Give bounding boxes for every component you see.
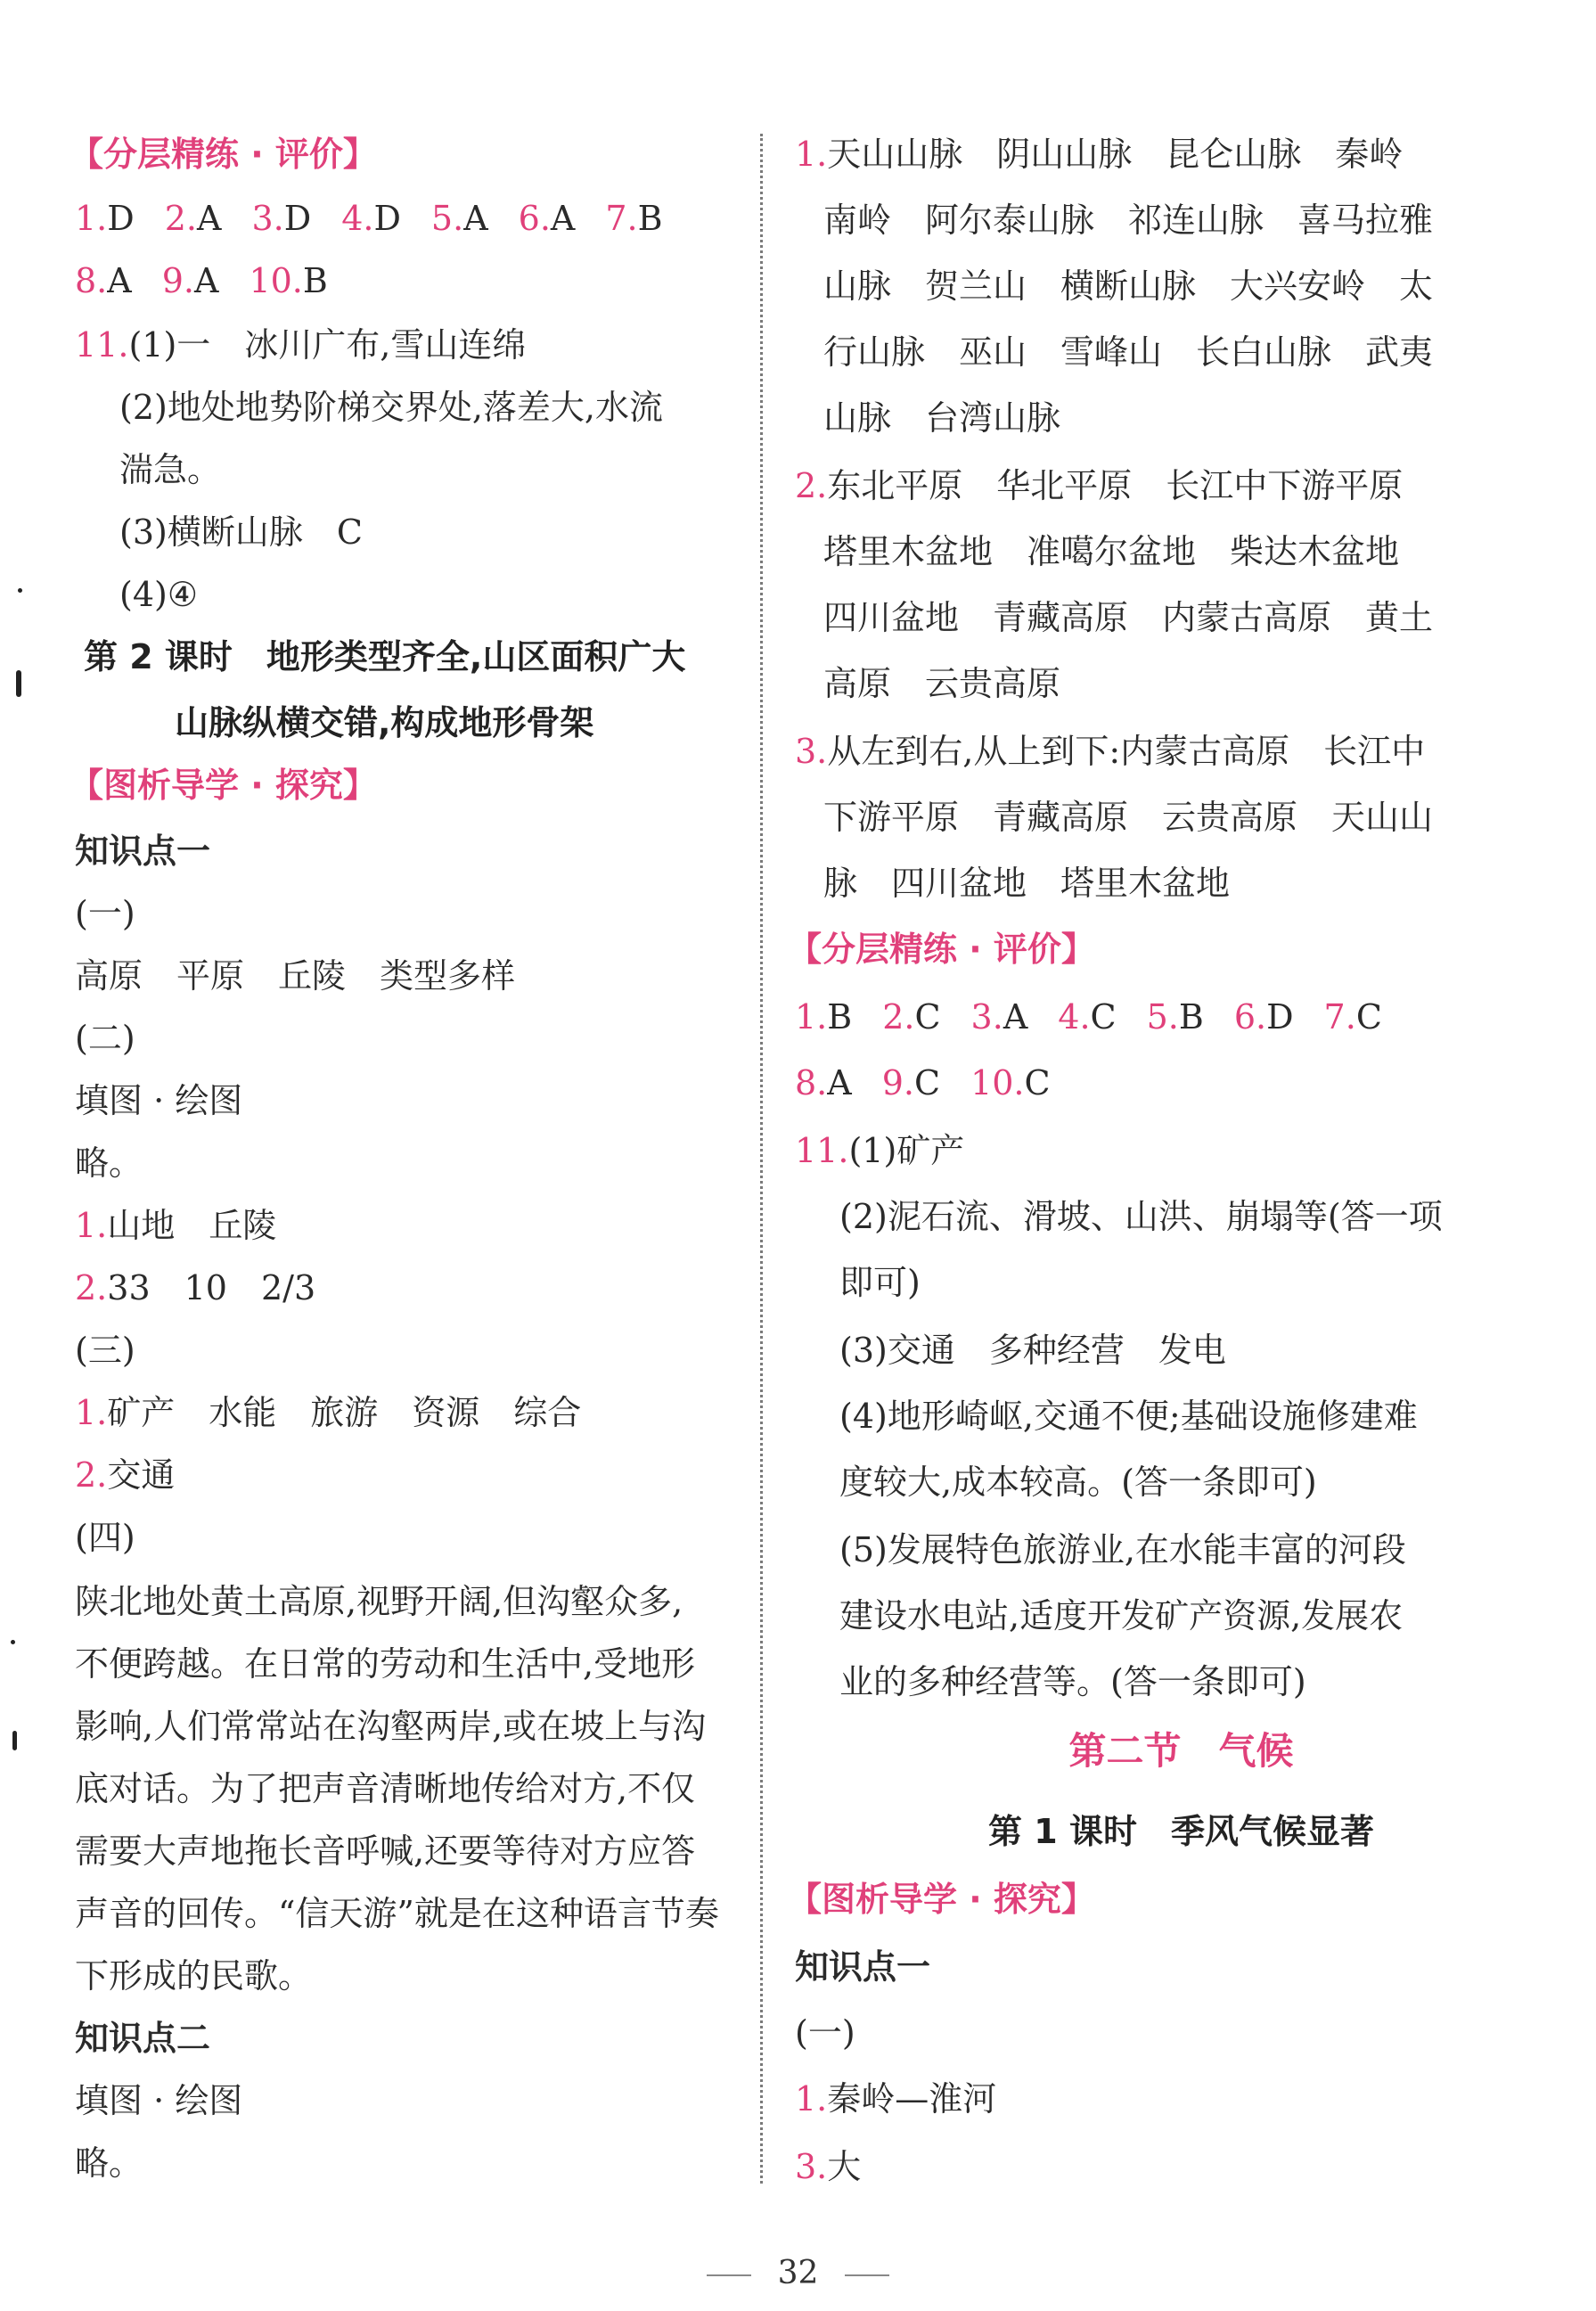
right-question-11-part-4b: 度较大,成本较高。(答一条即可) xyxy=(839,1463,1317,1502)
answer-number: 1. xyxy=(75,1393,108,1432)
question-11-part-2a: (2)地处地势阶梯交界处,落差大,水流 xyxy=(119,388,663,427)
subsection-3: (三) xyxy=(75,1331,135,1370)
subsection-4: (四) xyxy=(75,1518,135,1557)
answer-row-2 xyxy=(75,258,358,303)
subsection-1: (一) xyxy=(75,894,135,933)
scan-mark xyxy=(12,1731,17,1750)
answer-number: 4. xyxy=(341,199,374,238)
answer-text: 交通 xyxy=(107,1455,176,1495)
answer-item xyxy=(162,261,219,300)
paragraph-line-6: 声音的回传。“信天游”就是在这种语言节奏 xyxy=(75,1894,719,1933)
answer-number: 7. xyxy=(1323,997,1356,1037)
right-answer-a1 xyxy=(795,2077,996,2121)
right-question-11-part-2a: (2)泥石流、滑坡、山洪、崩塌等(答一项 xyxy=(839,1197,1443,1236)
fill-draw-label: 填图 · 绘图 xyxy=(75,1081,243,1120)
subsection-3-answer-1 xyxy=(75,1390,581,1435)
answer-number: 4. xyxy=(1058,997,1091,1037)
answer-choice: D xyxy=(107,199,135,238)
answer-item xyxy=(1234,997,1294,1037)
answer-number: 8. xyxy=(75,261,108,300)
right-question-11-part-1 xyxy=(795,1128,964,1173)
heading-layered-practice-2: 【分层精练 · 评价】 xyxy=(788,930,1095,969)
lesson-title-line-1: 第 2 课时 地形类型齐全,山区面积广大 xyxy=(84,637,686,676)
scan-mark xyxy=(16,670,21,697)
answer-text: 山地 丘陵 xyxy=(107,1206,277,1245)
answer-choice: C xyxy=(1090,997,1117,1037)
right-answer-1-line-5: 山脉 台湾山脉 xyxy=(823,398,1061,438)
answer-item xyxy=(341,199,401,238)
answer-text: 从左到右,从上到下:内蒙古高原 长江中 xyxy=(827,732,1426,771)
footer-rule-right xyxy=(845,2274,889,2276)
answer-choice: B xyxy=(827,997,853,1037)
answer-item xyxy=(1058,997,1116,1037)
column-divider xyxy=(760,134,763,2184)
answer-number: 1. xyxy=(795,997,828,1037)
answer-item xyxy=(971,997,1028,1037)
answer-choice: A xyxy=(463,199,488,238)
right-answer-2-line-2: 塔里木盆地 准噶尔盆地 柴达木盆地 xyxy=(823,532,1400,571)
answer-item xyxy=(251,199,311,238)
answer-text: 矿产 水能 旅游 资源 综合 xyxy=(107,1393,582,1432)
answer-number: 1. xyxy=(795,2079,828,2118)
answer-text: 秦岭—淮河 xyxy=(827,2079,997,2118)
answer-item xyxy=(75,261,132,300)
answer-number: 2. xyxy=(882,997,915,1037)
answer-text: 天山山脉 阴山山脉 昆仑山脉 秦岭 xyxy=(827,135,1404,174)
answer-choice: D xyxy=(1266,997,1294,1037)
answer-choice: D xyxy=(283,199,312,238)
lesson-title-line-2: 山脉纵横交错,构成地形骨架 xyxy=(175,703,594,742)
answer-number: 5. xyxy=(430,199,464,238)
answer-choice: B xyxy=(302,261,328,300)
answer-item xyxy=(882,997,940,1037)
answer-text: (1)矿产 xyxy=(848,1131,965,1170)
answer-text: 33 10 2/3 xyxy=(107,1268,316,1307)
fill-draw-label-2: 填图 · 绘图 xyxy=(75,2081,243,2120)
knowledge-point-1-right: 知识点一 xyxy=(795,1947,931,1987)
footer-rule-left xyxy=(707,2274,751,2276)
right-question-11-part-5b: 建设水电站,适度开发矿产资源,发展农 xyxy=(839,1596,1404,1635)
answer-item xyxy=(1147,997,1204,1037)
page-number-footer xyxy=(0,2255,1596,2291)
right-question-11-part-3: (3)交通 多种经营 发电 xyxy=(839,1331,1226,1370)
omitted-text-2: 略。 xyxy=(75,2143,143,2183)
knowledge-point-2: 知识点二 xyxy=(75,2019,211,2058)
answer-number: 1. xyxy=(75,1206,108,1245)
answer-item xyxy=(249,261,327,300)
answer-choice: C xyxy=(914,997,941,1037)
answer-number: 2. xyxy=(795,466,828,505)
right-question-11-part-5a: (5)发展特色旅游业,在水能丰富的河段 xyxy=(839,1530,1406,1569)
lesson-title: 第 1 课时 季风气候显著 xyxy=(988,1812,1374,1851)
subsection-1-text: 高原 平原 丘陵 类型多样 xyxy=(75,956,516,996)
question-number: 11. xyxy=(75,325,129,365)
answer-item xyxy=(970,1063,1051,1102)
subsection-1-right: (一) xyxy=(795,2013,855,2053)
scan-dot xyxy=(18,588,22,593)
answer-item xyxy=(882,1063,940,1102)
page-number: 32 xyxy=(777,2255,819,2291)
right-question-11-part-5c: 业的多种经营等。(答一条即可) xyxy=(839,1662,1306,1701)
question-11-part-4: (4)④ xyxy=(119,575,198,614)
right-answer-a3 xyxy=(795,2144,861,2189)
answer-item xyxy=(431,199,488,238)
right-answer-1-line-4: 行山脉 巫山 雪峰山 长白山脉 武夷 xyxy=(823,332,1434,372)
question-11-part-3: (3)横断山脉 C xyxy=(119,512,363,552)
answer-number: 3. xyxy=(795,2147,828,2186)
answer-choice: B xyxy=(637,199,663,238)
right-answer-1-line-2: 南岭 阿尔泰山脉 祁连山脉 喜马拉雅 xyxy=(823,201,1434,240)
answer-choice: A xyxy=(827,1063,852,1102)
answer-choice: B xyxy=(1178,997,1204,1037)
heading-layered-practice: 【分层精练 · 评价】 xyxy=(70,135,377,174)
paragraph-line-2: 不便跨越。在日常的劳动和生活中,受地形 xyxy=(75,1644,696,1684)
question-11-part-2b: 湍急。 xyxy=(119,450,222,489)
knowledge-point-1: 知识点一 xyxy=(75,832,211,871)
answer-text: (1)一 冰川广布,雪山连绵 xyxy=(128,325,527,365)
right-answer-1-line-3: 山脉 贺兰山 横断山脉 大兴安岭 太 xyxy=(823,266,1434,306)
answer-number: 10. xyxy=(249,261,303,300)
answer-choice: C xyxy=(913,1063,941,1102)
section-title: 第二节 气候 xyxy=(1068,1729,1294,1773)
answer-number: 9. xyxy=(881,1063,914,1102)
answer-item xyxy=(1324,997,1382,1037)
answer-number: 2. xyxy=(75,1268,108,1307)
paragraph-line-1: 陕北地处黄土高原,视野开阔,但沟壑众多, xyxy=(75,1582,683,1621)
question-11-part-1 xyxy=(75,323,526,367)
subsection-2-answer-2 xyxy=(75,1266,315,1310)
subsection-3-answer-2 xyxy=(75,1453,175,1497)
right-answer-3-line-1 xyxy=(795,729,1425,774)
scan-dot xyxy=(11,1640,15,1644)
answer-choice: A xyxy=(107,261,132,300)
answer-item xyxy=(795,997,852,1037)
answer-choice: A xyxy=(193,261,219,300)
answer-item xyxy=(519,199,576,238)
answer-text: 东北平原 华北平原 长江中下游平原 xyxy=(827,466,1404,505)
heading-diagram-guide-2: 【图析导学 · 探究】 xyxy=(788,1880,1095,1919)
answer-choice: A xyxy=(550,199,576,238)
answer-number: 5. xyxy=(1146,997,1179,1037)
answer-choice: D xyxy=(373,199,401,238)
subsection-2-answer-1 xyxy=(75,1203,276,1248)
right-answer-1-line-1 xyxy=(795,132,1403,176)
answer-number: 2. xyxy=(75,1455,108,1495)
answer-number: 6. xyxy=(518,199,551,238)
paragraph-line-5: 需要大声地拖长音呼喊,还要等待对方应答 xyxy=(75,1832,696,1871)
answer-number: 6. xyxy=(1233,997,1267,1037)
answer-number: 7. xyxy=(605,199,638,238)
answer-item xyxy=(795,1063,852,1102)
right-answer-2-line-3: 四川盆地 青藏高原 内蒙古高原 黄土 xyxy=(823,598,1434,637)
answer-number: 2. xyxy=(164,199,197,238)
right-answer-3-line-3: 脉 四川盆地 塔里木盆地 xyxy=(823,864,1231,903)
right-answer-3-line-2: 下游平原 青藏高原 云贵高原 天山山 xyxy=(823,798,1434,837)
subsection-2: (二) xyxy=(75,1019,135,1058)
answer-number: 3. xyxy=(795,732,828,771)
answer-item xyxy=(605,199,662,238)
answer-choice: A xyxy=(197,199,222,238)
paragraph-line-4: 底对话。为了把声音清晰地传给对方,不仅 xyxy=(75,1769,696,1808)
answer-number: 9. xyxy=(161,261,194,300)
answer-choice: A xyxy=(1003,997,1028,1037)
answer-item xyxy=(165,199,222,238)
answer-row-3 xyxy=(795,995,1412,1039)
paragraph-line-7: 下形成的民歌。 xyxy=(75,1956,313,1995)
right-answer-2-line-1 xyxy=(795,463,1403,508)
answer-number: 3. xyxy=(251,199,284,238)
answer-row-4 xyxy=(795,1061,1081,1105)
omitted-text: 略。 xyxy=(75,1143,143,1183)
answer-number: 3. xyxy=(970,997,1003,1037)
right-question-11-part-4a: (4)地形崎岖,交通不便;基础设施修建难 xyxy=(839,1397,1418,1436)
answer-item xyxy=(75,199,135,238)
answer-row-1 xyxy=(75,196,693,241)
question-number: 11. xyxy=(795,1131,849,1170)
right-question-11-part-2b: 即可) xyxy=(839,1263,921,1302)
answer-number: 1. xyxy=(795,135,828,174)
answer-number: 1. xyxy=(75,199,108,238)
answer-choice: C xyxy=(1355,997,1382,1037)
answer-text: 大 xyxy=(827,2147,862,2186)
right-answer-2-line-4: 高原 云贵高原 xyxy=(823,664,1061,703)
answer-number: 10. xyxy=(970,1063,1025,1102)
paragraph-line-3: 影响,人们常常站在沟壑两岸,或在坡上与沟 xyxy=(75,1707,707,1746)
answer-choice: C xyxy=(1024,1063,1051,1102)
heading-diagram-guide: 【图析导学 · 探究】 xyxy=(70,766,377,805)
answer-number: 8. xyxy=(795,1063,828,1102)
